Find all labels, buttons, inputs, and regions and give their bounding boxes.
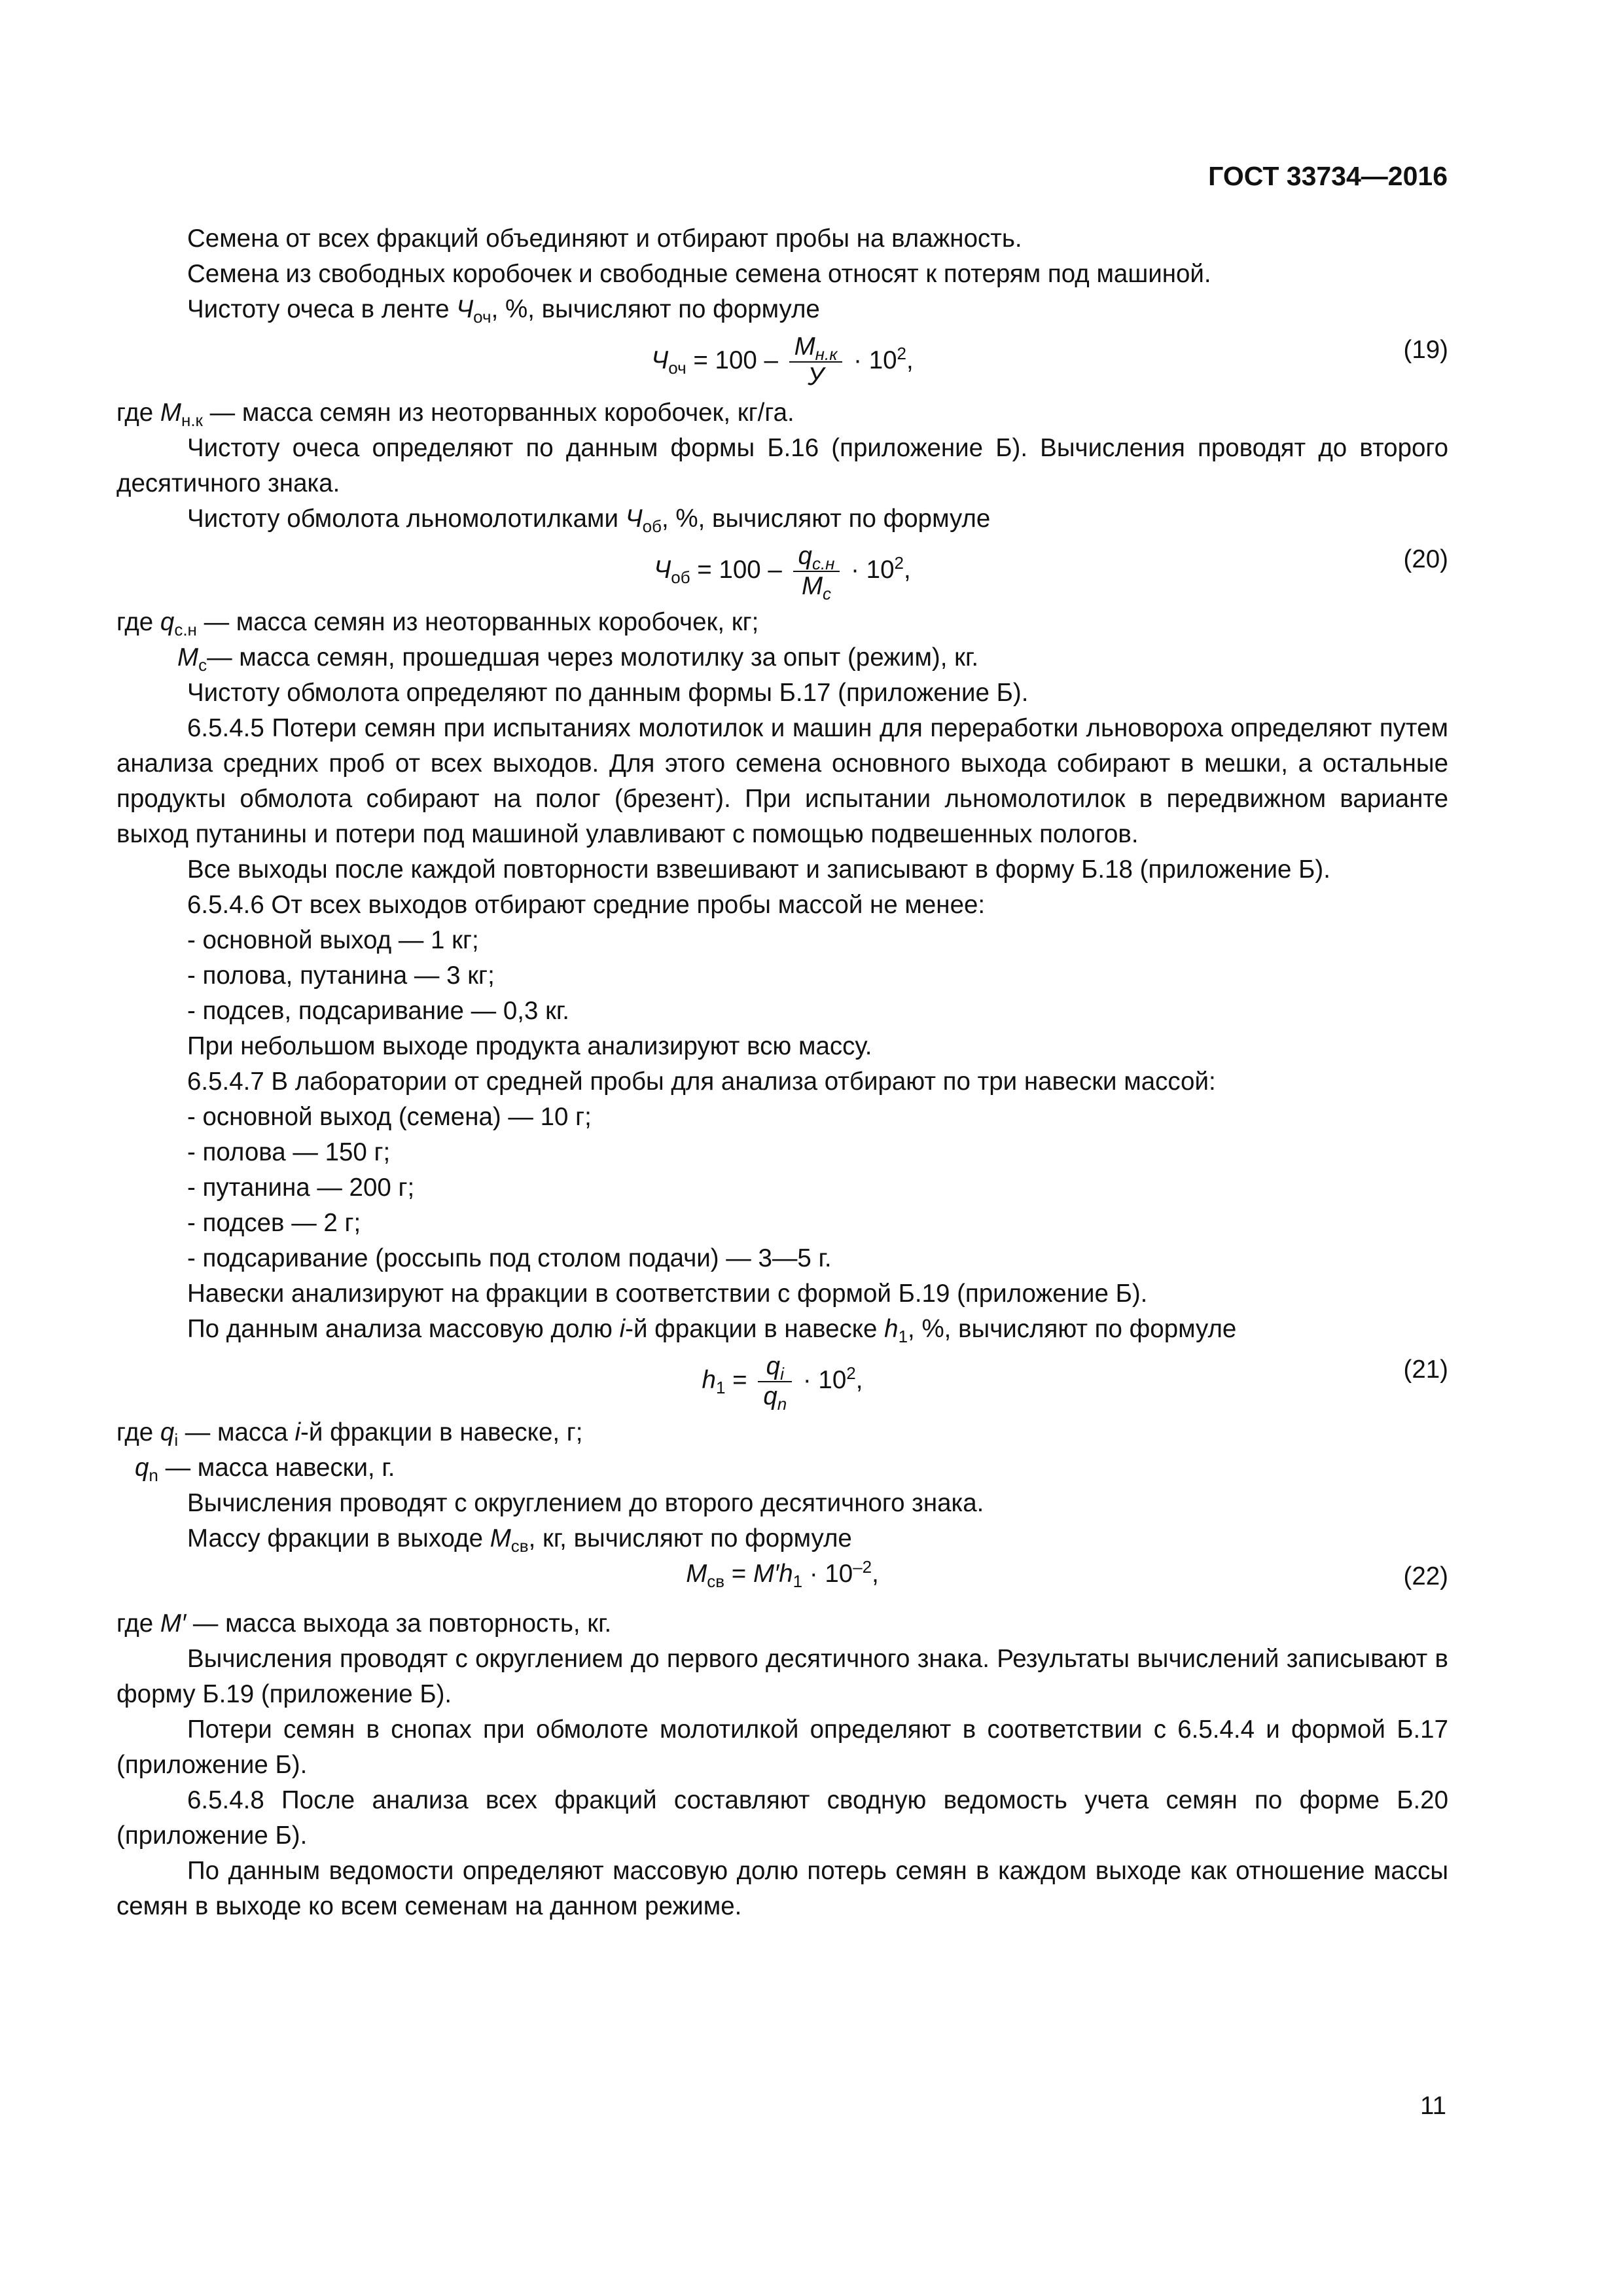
formula-number: (22) xyxy=(1403,1562,1448,1590)
formula-19: $Ч_{оч} = 100$ – $\frac{М_{н.к}}{У}$ · $10^2$, (19) xyxy=(651,332,1448,391)
list-item: - основной выход (семена) — 10 г; xyxy=(187,1103,592,1131)
formula-number: (20) xyxy=(1403,545,1448,573)
paragraph: Потери семян в снопах при обмолоте молотилкой определяют в соответствии с 6.5.4.4 и формой Б.17 (приложение Б). xyxy=(116,1715,1448,1779)
paragraph: Чистоту обмолота определяют по данным формы Б.17 (приложение Б). xyxy=(187,679,1029,707)
paragraph: Семена из свободных коробочек и свободные семена относят к потерям под машиной. xyxy=(187,260,1211,288)
formula-21: $h_1$ = $\frac{q_i}{q_n}$ · $10^2$, (21) xyxy=(702,1352,1448,1414)
paragraph: Чистоту очеса определяют по данным формы Б.16 (приложение Б). Вычисления проводят до второго десятичного знака. xyxy=(116,434,1448,497)
paragraph: 6.5.4.8 После анализа всех фракций составляют сводную ведомость учета семян по форме Б.20 (приложение Б). xyxy=(116,1786,1448,1850)
paragraph: Массу фракции в выходе $М_{св}$, кг, вычисляют по формуле xyxy=(187,1524,852,1556)
fraction: $\frac{q_i}{q_n}$ xyxy=(758,1352,792,1411)
list-item: - подсаривание (россыпь под столом подачи) — 3—5 г. xyxy=(187,1244,832,1272)
paragraph: 6.5.4.7 В лаборатории от средней пробы для анализа отбирают по три навески массой: xyxy=(187,1067,1216,1096)
where-clause: $q_n$ — масса навески, г. xyxy=(135,1454,395,1485)
list-item: - путанина — 200 г; xyxy=(187,1174,415,1202)
paragraph: Все выходы после каждой повторности взвешивают и записывают в форму Б.18 (приложение Б). xyxy=(187,855,1330,884)
fraction: $\frac{М_{н.к}}{У}$ xyxy=(789,332,843,391)
formula-20: $Ч_{об} = 100$ – $\frac{q_{с.н}}{М_с}$ · $10^2$, (20) xyxy=(654,542,1448,603)
where-clause: где М′ — масса выхода за повторность, кг. xyxy=(116,1609,612,1638)
paragraph: Навески анализируют на фракции в соответствии с формой Б.19 (приложение Б). xyxy=(187,1280,1148,1308)
fraction: $\frac{q_{с.н}}{М_с}$ xyxy=(793,542,840,601)
paragraph: 6.5.4.5 Потери семян при испытаниях молотилок и машин для переработки льновороха определяют путем анализа средних проб от всех выходов. Для этого семена основного выхода собирают в мешки, а остальные продукты обмолота собирают на полог (брезент). При испытании льномолотилок в передвижном варианте выход путанины и потери под машиной улавливают с помощью подвешенных пологов. xyxy=(116,714,1448,848)
where-clause: $М_с—$ масса семян, прошедшая через молотилку за опыт (режим), кг. xyxy=(177,643,979,675)
paragraph: По данным ведомости определяют массовую долю потерь семян в каждом выходе как отношение массы семян в выходе ко всем семенам на данном режиме. xyxy=(116,1857,1448,1920)
document-id-header: ГОСТ 33734—2016 xyxy=(1208,161,1448,191)
formula-number: (21) xyxy=(1403,1355,1448,1384)
paragraph: По данным анализа массовую долю i-й фракции в навеске $h_1$, %, вычисляют по формуле xyxy=(187,1315,1237,1346)
formula-22: $М_{св} = М'h_1 \cdot 10^{-2}$, (22) xyxy=(116,1556,1448,1606)
list-item: - полова, путанина — 3 кг; xyxy=(187,961,495,990)
list-item: - подсев, подсаривание — 0,3 кг. xyxy=(187,997,569,1025)
page-number: 11 xyxy=(1420,2092,1446,2120)
paragraph: Вычисления проводят с округлением до второго десятичного знака. xyxy=(187,1489,984,1517)
paragraph: 6.5.4.6 От всех выходов отбирают средние пробы массой не менее: xyxy=(187,891,986,919)
where-clause: где $q_i$ — масса i-й фракции в навеске, г; xyxy=(116,1418,583,1450)
paragraph: При небольшом выходе продукта анализируют всю массу. xyxy=(187,1032,872,1060)
document-body xyxy=(116,221,1448,1924)
where-clause: где $М_{н.к}$ — масса семян из неоторванных коробочек, кг/га. xyxy=(116,399,794,430)
paragraph: Чистоту обмолота льномолотилками $Ч_{об}$, %, вычисляют по формуле xyxy=(187,505,991,536)
list-item: - основной выход — 1 кг; xyxy=(187,926,479,954)
list-item: - полова — 150 г; xyxy=(187,1138,391,1166)
paragraph: Чистоту очеса в ленте $Ч_{оч}$, %, вычисляют по формуле xyxy=(187,295,820,327)
formula-number: (19) xyxy=(1403,336,1448,364)
paragraph: Семена от всех фракций объединяют и отбирают пробы на влажность. xyxy=(187,224,1022,253)
paragraph: Вычисления проводят с округлением до первого десятичного знака. Результаты вычислений записывают в форму Б.19 (приложение Б). xyxy=(116,1645,1448,1708)
where-clause: где $q_{с.н}$ — масса семян из неоторванных коробочек, кг; xyxy=(116,608,759,639)
list-item: - подсев — 2 г; xyxy=(187,1209,361,1237)
